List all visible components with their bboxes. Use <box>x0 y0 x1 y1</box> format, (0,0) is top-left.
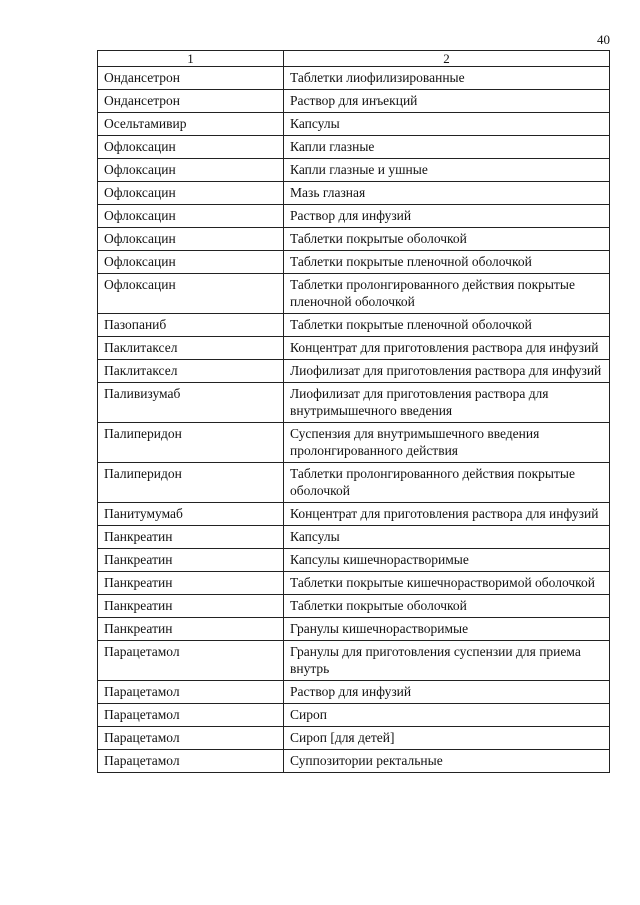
substance-cell: Паклитаксел <box>98 337 284 360</box>
table-row <box>98 595 610 618</box>
substance-cell: Парацетамол <box>98 750 284 773</box>
substance-cell: Панкреатин <box>98 572 284 595</box>
table-row <box>98 618 610 641</box>
table-row <box>98 205 610 228</box>
substance-cell: Ондансетрон <box>98 67 284 90</box>
substance-cell: Парацетамол <box>98 704 284 727</box>
substance-cell: Палиперидон <box>98 423 284 463</box>
table-header-row <box>98 51 610 67</box>
column-header-2: 2 <box>284 51 610 67</box>
table-row <box>98 136 610 159</box>
dosage-form-cell: Мазь глазная <box>284 182 610 205</box>
substance-cell: Офлоксацин <box>98 182 284 205</box>
dosage-form-cell: Концентрат для приготовления раствора для инфузий <box>284 337 610 360</box>
substance-cell: Панкреатин <box>98 549 284 572</box>
page-number: 40 <box>597 32 610 47</box>
substance-cell: Панкреатин <box>98 595 284 618</box>
table-row <box>98 182 610 205</box>
column-header-1: 1 <box>98 51 284 67</box>
dosage-form-cell: Таблетки лиофилизированные <box>284 67 610 90</box>
substance-cell: Осельтамивир <box>98 113 284 136</box>
table-row <box>98 360 610 383</box>
dosage-form-cell: Лиофилизат для приготовления раствора для инфузий <box>284 360 610 383</box>
table-row <box>98 463 610 503</box>
drug-table <box>97 50 610 773</box>
table-row <box>98 681 610 704</box>
substance-cell: Офлоксацин <box>98 228 284 251</box>
dosage-form-cell: Таблетки пролонгированного действия покрытые оболочкой <box>284 463 610 503</box>
table-row <box>98 90 610 113</box>
substance-cell: Офлоксацин <box>98 251 284 274</box>
dosage-form-cell: Таблетки покрытые оболочкой <box>284 595 610 618</box>
substance-cell: Парацетамол <box>98 641 284 681</box>
dosage-form-cell: Сироп [для детей] <box>284 727 610 750</box>
table-row <box>98 704 610 727</box>
substance-cell: Офлоксацин <box>98 136 284 159</box>
substance-cell: Панитумумаб <box>98 503 284 526</box>
dosage-form-cell: Капли глазные <box>284 136 610 159</box>
dosage-form-cell: Капли глазные и ушные <box>284 159 610 182</box>
dosage-form-cell: Раствор для инъекций <box>284 90 610 113</box>
dosage-form-cell: Раствор для инфузий <box>284 681 610 704</box>
dosage-form-cell: Лиофилизат для приготовления раствора для внутримышечного введения <box>284 383 610 423</box>
substance-cell: Паклитаксел <box>98 360 284 383</box>
table-row <box>98 113 610 136</box>
dosage-form-cell: Суппозитории ректальные <box>284 750 610 773</box>
table-row <box>98 727 610 750</box>
dosage-form-cell: Суспензия для внутримышечного введения пролонгированного действия <box>284 423 610 463</box>
table-row <box>98 67 610 90</box>
substance-cell: Ондансетрон <box>98 90 284 113</box>
substance-cell: Офлоксацин <box>98 159 284 182</box>
table-row <box>98 503 610 526</box>
dosage-form-cell: Капсулы кишечнорастворимые <box>284 549 610 572</box>
dosage-form-cell: Раствор для инфузий <box>284 205 610 228</box>
substance-cell: Парацетамол <box>98 727 284 750</box>
table-row <box>98 314 610 337</box>
table-row <box>98 423 610 463</box>
dosage-form-cell: Таблетки покрытые пленочной оболочкой <box>284 251 610 274</box>
table-row <box>98 159 610 182</box>
table-row <box>98 274 610 314</box>
substance-cell: Парацетамол <box>98 681 284 704</box>
dosage-form-cell: Таблетки пролонгированного действия покрытые пленочной оболочкой <box>284 274 610 314</box>
table-row <box>98 750 610 773</box>
dosage-form-cell: Гранулы кишечнорастворимые <box>284 618 610 641</box>
table-row <box>98 526 610 549</box>
table-row <box>98 572 610 595</box>
dosage-form-cell: Капсулы <box>284 526 610 549</box>
table-row <box>98 641 610 681</box>
table-row <box>98 337 610 360</box>
dosage-form-cell: Капсулы <box>284 113 610 136</box>
substance-cell: Панкреатин <box>98 526 284 549</box>
substance-cell: Офлоксацин <box>98 205 284 228</box>
dosage-form-cell: Сироп <box>284 704 610 727</box>
substance-cell: Пазопаниб <box>98 314 284 337</box>
dosage-form-cell: Таблетки покрытые пленочной оболочкой <box>284 314 610 337</box>
table-body <box>98 67 610 773</box>
table-row <box>98 228 610 251</box>
dosage-form-cell: Гранулы для приготовления суспензии для приема внутрь <box>284 641 610 681</box>
dosage-form-cell: Концентрат для приготовления раствора для инфузий <box>284 503 610 526</box>
substance-cell: Панкреатин <box>98 618 284 641</box>
table-row <box>98 383 610 423</box>
substance-cell: Паливизумаб <box>98 383 284 423</box>
substance-cell: Офлоксацин <box>98 274 284 314</box>
dosage-form-cell: Таблетки покрытые кишечнорастворимой оболочкой <box>284 572 610 595</box>
table-row <box>98 251 610 274</box>
table-row <box>98 549 610 572</box>
substance-cell: Палиперидон <box>98 463 284 503</box>
dosage-form-cell: Таблетки покрытые оболочкой <box>284 228 610 251</box>
